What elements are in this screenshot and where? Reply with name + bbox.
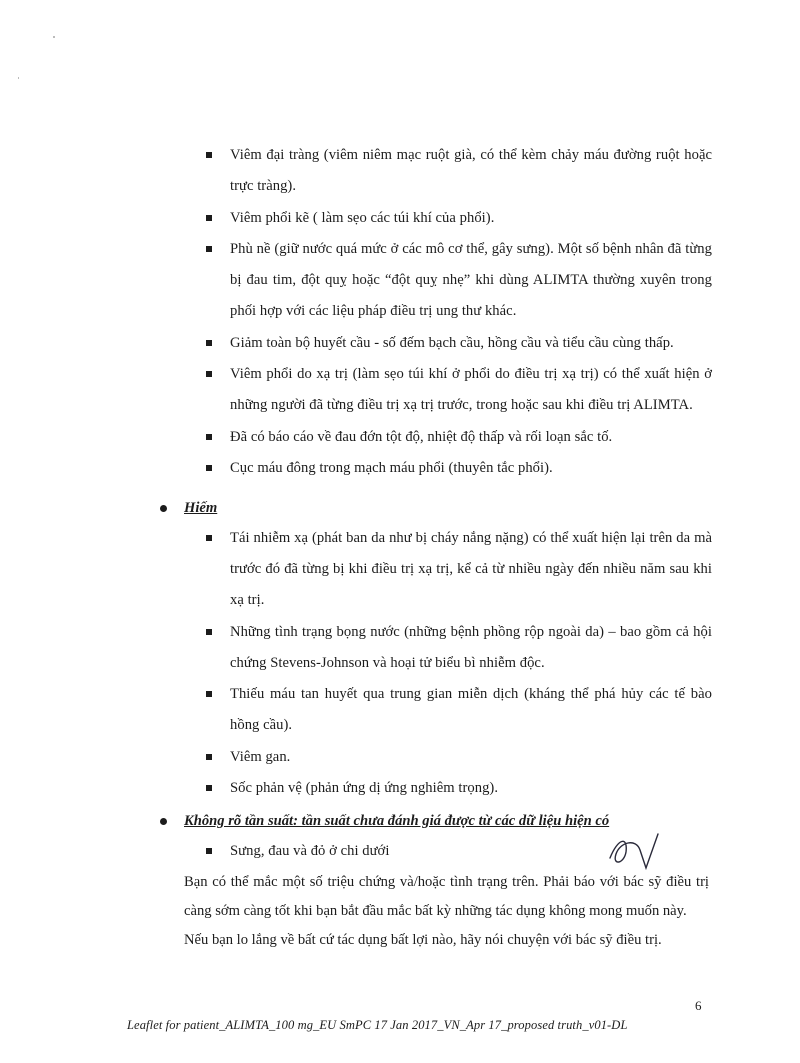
scan-speck <box>53 36 55 38</box>
square-bullet-icon <box>206 535 212 541</box>
advice-paragraph: Nếu bạn lo lắng về bất cứ tác dụng bất lợi nào, hãy nói chuyện với bác sỹ điều trị. <box>184 931 662 948</box>
page-footer: Leaflet for patient_ALIMTA_100 mg_EU SmPC 17 Jan 2017_VN_Apr 17_proposed truth_v01-DL <box>127 1018 628 1032</box>
section-heading-rare: Hiếm <box>184 493 800 523</box>
list-item: Tái nhiễm xạ (phát ban da như bị cháy nắng nặng) có thể xuất hiện lại trên da mà trước đó đã từng bị khi điều trị xạ trị, kể cả từ nhiều ngày đến nhiều năm sau khi xạ trị. <box>230 523 712 616</box>
square-bullet-icon <box>206 691 212 697</box>
square-bullet-icon <box>206 754 212 760</box>
square-bullet-icon <box>206 371 212 377</box>
section-heading-unknown-frequency: Không rõ tần suất: tần suất chưa đánh giá được từ các dữ liệu hiện có <box>184 806 800 836</box>
square-bullet-icon <box>206 340 212 346</box>
list-item: Viêm phổi kẽ ( làm sẹo các túi khí của phổi). <box>230 203 712 234</box>
list-item: Thiếu máu tan huyết qua trung gian miễn dịch (kháng thể phá hủy các tế bào hồng cầu). <box>230 679 712 741</box>
side-effects-list <box>0 140 800 955</box>
list-item: Sốc phản vệ (phản ứng dị ứng nghiêm trọng). <box>230 773 712 804</box>
advice-paragraph: Bạn có thể mắc một số triệu chứng và/hoặc tình trạng trên. Phải báo với bác sỹ điều trị càng sớm càng tốt khi bạn bắt đầu mắc bất kỳ những tác dụng không mong muốn này. <box>184 873 709 919</box>
square-bullet-icon <box>206 215 212 221</box>
list-item: Những tình trạng bọng nước (những bệnh phồng rộp ngoài da) – bao gồm cả hội chứng Stevens-Johnson và hoại tử biểu bì nhiễm độc. <box>230 617 712 679</box>
list-item: Giảm toàn bộ huyết cầu - số đếm bạch cầu, hồng cầu và tiểu cầu cùng thấp. <box>230 328 712 359</box>
square-bullet-icon <box>206 785 212 791</box>
list-item: Đã có báo cáo về đau đớn tột độ, nhiệt độ thấp và rối loạn sắc tố. <box>230 422 712 453</box>
list-item: Phù nề (giữ nước quá mức ở các mô cơ thể, gây sưng). Một số bệnh nhân đã từng bị đau tim, đột quỵ hoặc “đột quỵ nhẹ” khi dùng ALIMTA thường xuyên trong phối hợp với các liệu pháp điều trị ung thư khác. <box>230 234 712 327</box>
square-bullet-icon <box>206 465 212 471</box>
square-bullet-icon <box>206 152 212 158</box>
page-number: 6 <box>695 998 702 1013</box>
square-bullet-icon <box>206 246 212 252</box>
handwritten-signature-icon <box>600 828 680 878</box>
scan-speck <box>18 77 19 79</box>
round-bullet-icon <box>160 505 167 512</box>
square-bullet-icon <box>206 848 212 854</box>
square-bullet-icon <box>206 434 212 440</box>
list-item: Cục máu đông trong mạch máu phổi (thuyên tắc phổi). <box>230 453 712 484</box>
list-item: Sưng, đau và đỏ ở chi dưới <box>230 836 712 867</box>
list-item: Viêm phổi do xạ trị (làm sẹo túi khí ở phổi do điều trị xạ trị) có thể xuất hiện ở những người đã từng điều trị xạ trị trước, trong hoặc sau khi điều trị ALIMTA. <box>230 359 712 421</box>
square-bullet-icon <box>206 629 212 635</box>
round-bullet-icon <box>160 818 167 825</box>
list-item: Viêm gan. <box>230 742 712 773</box>
list-item: Viêm đại tràng (viêm niêm mạc ruột già, có thể kèm chảy máu đường ruột hoặc trực tràng). <box>230 140 712 202</box>
